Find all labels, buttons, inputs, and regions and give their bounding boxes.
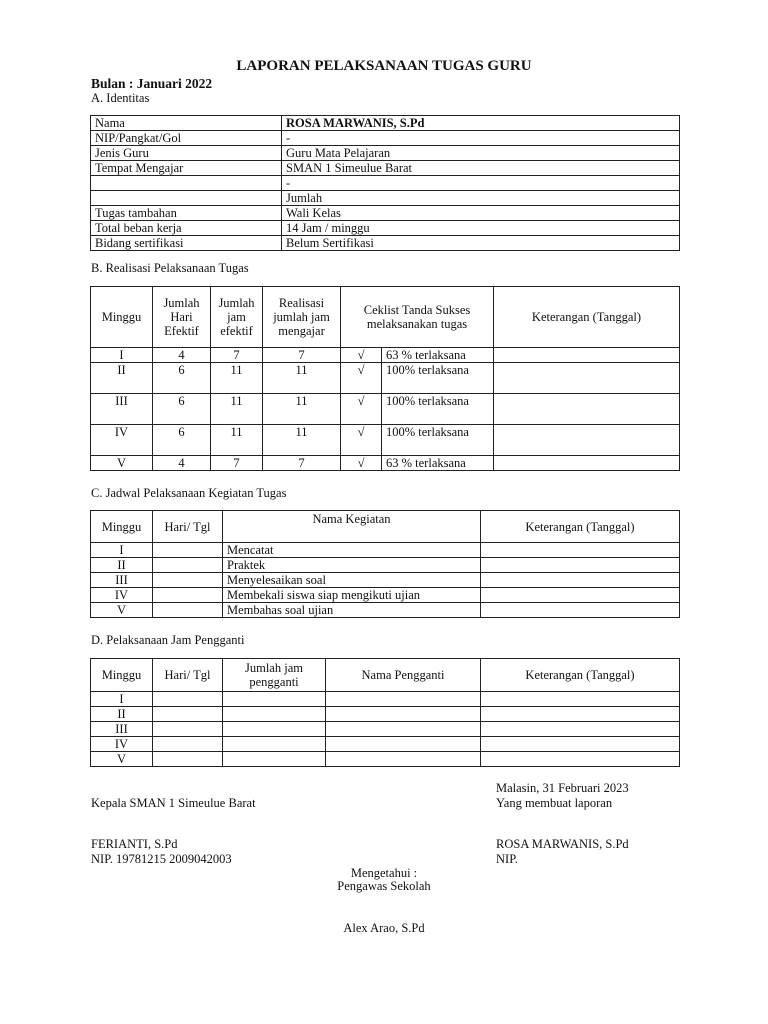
header-effective-hours: Jumlah jam efektif: [211, 287, 263, 348]
schedule-row: [91, 573, 680, 588]
head-name: FERIANTI, S.Pd: [91, 837, 178, 851]
notes-cell: [481, 543, 680, 558]
supervisor-label: Pengawas Sekolah: [337, 879, 431, 893]
maker-label: Yang membuat laporan: [496, 796, 613, 810]
status-cell: 100% terlaksana: [382, 425, 494, 456]
maker-name: ROSA MARWANIS, S.Pd: [496, 837, 629, 851]
week-cell: IV: [91, 737, 153, 752]
hours-cell: 7: [211, 456, 263, 471]
empty-cell: [481, 737, 680, 752]
notes-cell: [494, 363, 680, 394]
week-cell: III: [91, 394, 153, 425]
day-date-cell: [153, 558, 223, 573]
day-date-cell: [153, 573, 223, 588]
empty-cell: [326, 722, 481, 737]
notes-cell: [481, 588, 680, 603]
week-cell: I: [91, 348, 153, 363]
realization-table: [90, 286, 680, 471]
notes-cell: [481, 573, 680, 588]
empty-cell: [223, 707, 326, 722]
check-mark: √: [341, 425, 382, 456]
week-cell: V: [91, 456, 153, 471]
empty-cell: [481, 752, 680, 767]
identity-row: [91, 116, 680, 131]
identity-row: [91, 206, 680, 221]
identity-row: [91, 161, 680, 176]
hours-cell: 11: [211, 394, 263, 425]
check-mark: √: [341, 394, 382, 425]
identity-value: Guru Mata Pelajaran: [282, 146, 680, 161]
identity-label: Total beban kerja: [91, 221, 282, 236]
identity-value: -: [282, 131, 680, 146]
realized-cell: 11: [263, 425, 341, 456]
activity-cell: Membahas soal ujian: [223, 603, 481, 618]
realization-row: [91, 363, 680, 394]
empty-cell: [326, 692, 481, 707]
day-date-cell: [153, 603, 223, 618]
empty-cell: [481, 722, 680, 737]
empty-cell: [223, 722, 326, 737]
activity-cell: Menyelesaikan soal: [223, 573, 481, 588]
hours-cell: 7: [211, 348, 263, 363]
schedule-row: [91, 558, 680, 573]
header-week: Minggu: [91, 287, 153, 348]
empty-cell: [153, 707, 223, 722]
schedule-table: [90, 510, 680, 618]
empty-cell: [153, 752, 223, 767]
realized-cell: 7: [263, 456, 341, 471]
section-a-heading: A. Identitas: [91, 91, 150, 105]
notes-cell: [494, 456, 680, 471]
week-cell: I: [91, 692, 153, 707]
header-activity: Nama Kegiatan: [223, 511, 481, 543]
identity-row: [91, 131, 680, 146]
identity-value: -: [282, 176, 680, 191]
realization-row: [91, 425, 680, 456]
week-cell: I: [91, 543, 153, 558]
head-nip: NIP. 19781215 2009042003: [91, 852, 232, 866]
empty-cell: [223, 692, 326, 707]
identity-label: Bidang sertifikasi: [91, 236, 282, 251]
identity-row: [91, 146, 680, 161]
week-cell: II: [91, 707, 153, 722]
identity-table: [90, 115, 680, 251]
empty-cell: [153, 737, 223, 752]
week-cell: II: [91, 363, 153, 394]
days-cell: 6: [153, 363, 211, 394]
days-cell: 4: [153, 456, 211, 471]
realization-row: [91, 348, 680, 363]
empty-cell: [481, 692, 680, 707]
header-substitute-name: Nama Pengganti: [326, 659, 481, 692]
substitute-row: [91, 707, 680, 722]
report-title: LAPORAN PELAKSANAAN TUGAS GURU: [236, 58, 532, 74]
header-notes: Keterangan (Tanggal): [481, 511, 680, 543]
identity-value: SMAN 1 Simeulue Barat: [282, 161, 680, 176]
header-realized-hours: Realisasi jumlah jam mengajar: [263, 287, 341, 348]
header-day-date: Hari/ Tgl: [153, 659, 223, 692]
hours-cell: 11: [211, 363, 263, 394]
maker-nip: NIP.: [496, 852, 518, 866]
realization-row: [91, 394, 680, 425]
week-cell: V: [91, 603, 153, 618]
substitute-table: [90, 658, 680, 767]
section-b-heading: B. Realisasi Pelaksanaan Tugas: [91, 261, 249, 275]
known-label: Mengetahui :: [350, 866, 418, 880]
substitute-row: [91, 722, 680, 737]
identity-label: Nama: [91, 116, 282, 131]
hours-cell: 11: [211, 425, 263, 456]
identity-label: [91, 191, 282, 206]
header-checklist: Ceklist Tanda Sukses melaksanakan tugas: [341, 287, 494, 348]
place-date: Malasin, 31 Februari 2023: [496, 781, 629, 795]
section-d-heading: D. Pelaksanaan Jam Pengganti: [91, 633, 245, 647]
head-label: Kepala SMAN 1 Simeulue Barat: [91, 796, 256, 810]
realization-row: [91, 456, 680, 471]
identity-row: [91, 236, 680, 251]
check-mark: √: [341, 348, 382, 363]
empty-cell: [153, 692, 223, 707]
day-date-cell: [153, 588, 223, 603]
status-cell: 63 % terlaksana: [382, 456, 494, 471]
empty-cell: [153, 722, 223, 737]
days-cell: 4: [153, 348, 211, 363]
realized-cell: 11: [263, 363, 341, 394]
status-cell: 100% terlaksana: [382, 363, 494, 394]
day-date-cell: [153, 543, 223, 558]
substitute-row: [91, 737, 680, 752]
substitute-row: [91, 752, 680, 767]
identity-row: [91, 221, 680, 236]
identity-label: [91, 176, 282, 191]
check-mark: √: [341, 456, 382, 471]
identity-label: Tempat Mengajar: [91, 161, 282, 176]
status-cell: 63 % terlaksana: [382, 348, 494, 363]
section-c-heading: C. Jadwal Pelaksanaan Kegiatan Tugas: [91, 486, 287, 500]
notes-cell: [494, 425, 680, 456]
header-week: Minggu: [91, 659, 153, 692]
notes-cell: [494, 348, 680, 363]
activity-cell: Mencatat: [223, 543, 481, 558]
identity-value: Belum Sertifikasi: [282, 236, 680, 251]
days-cell: 6: [153, 394, 211, 425]
supervisor-name: Alex Arao, S.Pd: [343, 921, 425, 935]
header-notes: Keterangan (Tanggal): [481, 659, 680, 692]
identity-value: 14 Jam / minggu: [282, 221, 680, 236]
week-cell: IV: [91, 425, 153, 456]
realized-cell: 11: [263, 394, 341, 425]
week-cell: V: [91, 752, 153, 767]
schedule-row: [91, 543, 680, 558]
notes-cell: [481, 558, 680, 573]
header-substitute-hours: Jumlah jam pengganti: [223, 659, 326, 692]
notes-cell: [494, 394, 680, 425]
header-week: Minggu: [91, 511, 153, 543]
identity-value: Jumlah: [282, 191, 680, 206]
empty-cell: [326, 737, 481, 752]
empty-cell: [481, 707, 680, 722]
identity-label: Tugas tambahan: [91, 206, 282, 221]
week-cell: III: [91, 722, 153, 737]
week-cell: II: [91, 558, 153, 573]
schedule-row: [91, 603, 680, 618]
empty-cell: [326, 707, 481, 722]
empty-cell: [326, 752, 481, 767]
identity-value: Wali Kelas: [282, 206, 680, 221]
activity-cell: Membekali siswa siap mengikuti ujian: [223, 588, 481, 603]
identity-label: NIP/Pangkat/Gol: [91, 131, 282, 146]
identity-row: [91, 191, 680, 206]
identity-value: ROSA MARWANIS, S.Pd: [282, 116, 680, 131]
report-month: Bulan : Januari 2022: [91, 76, 213, 91]
check-mark: √: [341, 363, 382, 394]
schedule-row: [91, 588, 680, 603]
week-cell: III: [91, 573, 153, 588]
header-notes: Keterangan (Tanggal): [494, 287, 680, 348]
header-day-date: Hari/ Tgl: [153, 511, 223, 543]
empty-cell: [223, 737, 326, 752]
notes-cell: [481, 603, 680, 618]
header-effective-days: Jumlah Hari Efektif: [153, 287, 211, 348]
days-cell: 6: [153, 425, 211, 456]
identity-row: [91, 176, 680, 191]
substitute-row: [91, 692, 680, 707]
realized-cell: 7: [263, 348, 341, 363]
empty-cell: [223, 752, 326, 767]
week-cell: IV: [91, 588, 153, 603]
status-cell: 100% terlaksana: [382, 394, 494, 425]
identity-label: Jenis Guru: [91, 146, 282, 161]
activity-cell: Praktek: [223, 558, 481, 573]
